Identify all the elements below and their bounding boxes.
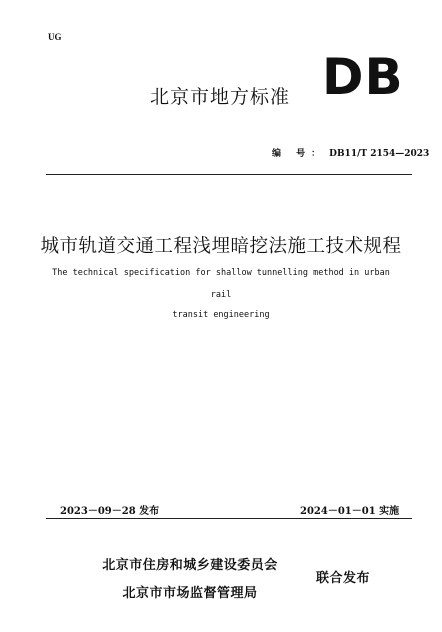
joint-release-label: 联合发布 [316, 571, 371, 586]
standard-type: 北京市地方标准 [150, 86, 291, 108]
document-title-chinese: 城市轨道交通工程浅埋暗挖法施工技术规程 [40, 236, 402, 257]
top-divider [46, 174, 412, 175]
issuer-market-regulation: 北京市市场监督管理局 [122, 586, 258, 601]
standard-number-label: 编 号： [272, 149, 327, 159]
bottom-divider [46, 518, 412, 519]
issuer-housing-commission: 北京市住房和城乡建设委员会 [102, 558, 278, 573]
effective-date: 2024－01－01 实施 [300, 506, 400, 517]
standard-number [272, 146, 429, 159]
document-title-english-line-2: rail [210, 290, 232, 300]
standard-number-value: DB11/T 2154—2023 [329, 149, 430, 159]
db-mark: DB [322, 48, 404, 106]
category-code: UG [48, 32, 62, 42]
document-title-english-line-1: The technical specification for shallow tunnelling method in urban [52, 268, 390, 278]
publish-date: 2023－09－28 发布 [60, 506, 160, 517]
document-title-english-line-3: transit engineering [172, 310, 270, 320]
